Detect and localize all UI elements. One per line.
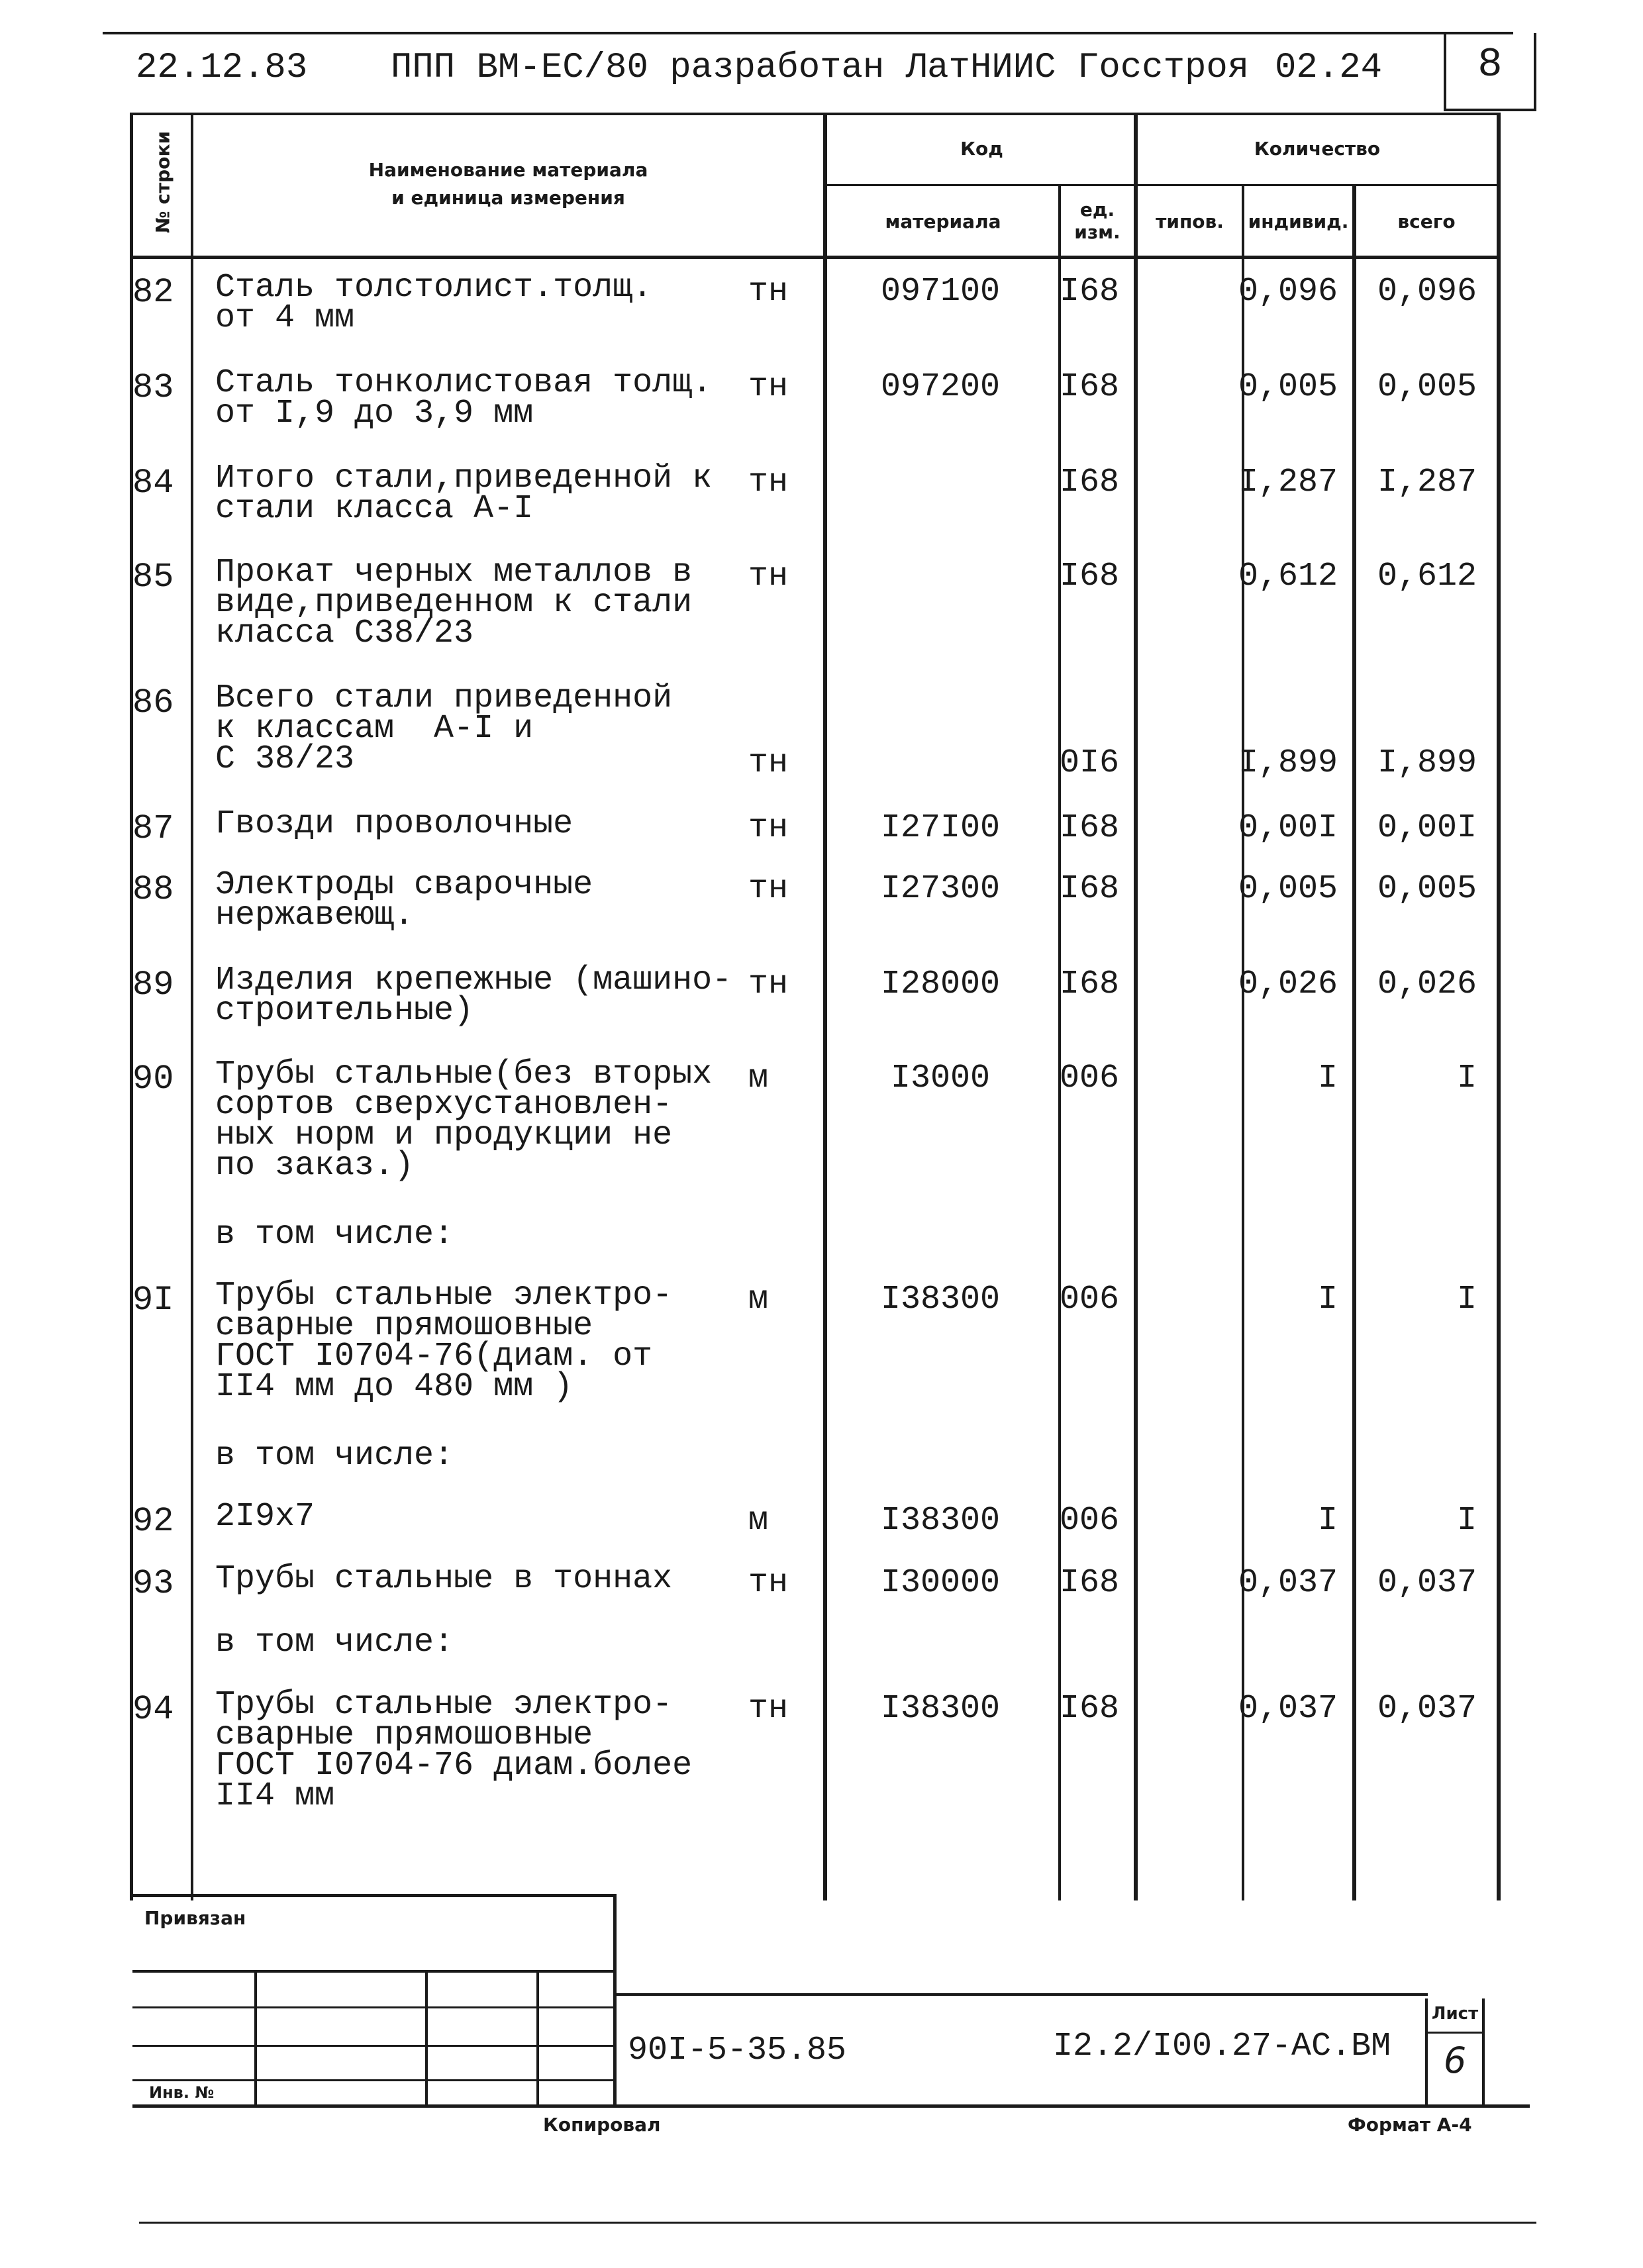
list-number: 6 <box>1443 2040 1467 2081</box>
row-individ: I,287 <box>1238 464 1338 501</box>
row-name: 2I9х7 <box>215 1498 315 1536</box>
row-individ: 0,612 <box>1238 558 1338 595</box>
row-name: Изделия крепежные (машино- строительные) <box>215 961 732 1030</box>
row-name: Всего стали приведенной к классам А-I и С 38/23 <box>215 679 673 778</box>
row-name: Трубы стальные электро- сварные прямошовные ГОСТ I0704-76 диам.более II4 мм <box>215 1686 693 1815</box>
row-number: 92 <box>132 1502 174 1541</box>
row-individ: 0,096 <box>1238 273 1338 311</box>
row-unit-code: I68 <box>1060 273 1120 311</box>
row-number: 85 <box>132 558 174 597</box>
row-material-code: I38300 <box>880 1690 1001 1728</box>
row-unit: тн <box>748 870 789 908</box>
row-vsego: 0,037 <box>1377 1564 1477 1602</box>
row-individ: 0,037 <box>1238 1564 1338 1602</box>
stamp-right-border <box>613 1894 617 2106</box>
row-unit: тн <box>748 1690 789 1728</box>
material-header: материала <box>885 211 1001 232</box>
row-vsego: I <box>1456 1281 1477 1318</box>
row-individ: 0,005 <box>1238 368 1338 406</box>
stamp-rule-2 <box>132 2006 616 2008</box>
row-unit: тн <box>748 744 789 782</box>
name-column-header-line2: и единица измерения <box>391 187 625 209</box>
row-material-code: I28000 <box>880 965 1001 1003</box>
col-divider-rowno <box>191 113 193 1900</box>
row-name: Сталь толстолист.толщ. от 4 мм <box>215 269 653 337</box>
row-number: 84 <box>132 464 174 503</box>
row-material-code: 097200 <box>880 368 1001 406</box>
row-material-code: I38300 <box>880 1281 1001 1318</box>
stamp-divider-3 <box>536 1970 539 2106</box>
row-number: 86 <box>132 683 174 722</box>
row-number: 89 <box>132 965 174 1005</box>
row-individ: I <box>1317 1060 1338 1097</box>
header-title: ППП ВМ-ЕС/80 разработан ЛатНИИС Госстроя <box>391 48 1250 88</box>
row-material-code: 097100 <box>880 273 1001 311</box>
row-vsego: I <box>1456 1060 1477 1097</box>
vsego-header: всего <box>1397 211 1456 232</box>
row-number: 94 <box>132 1690 174 1729</box>
kopiroval-label: Копировал <box>543 2114 661 2136</box>
row-vsego: 0,612 <box>1377 558 1477 595</box>
row-number-header: № строки <box>152 130 174 234</box>
row-vsego: I,899 <box>1377 744 1477 782</box>
row-name: Сталь тонколистовая толщ. от I,9 до 3,9 мм <box>215 364 713 432</box>
row-name: Электроды сварочные нержавеющ. <box>215 866 593 934</box>
row-subheading: в том числе: <box>215 1624 454 1661</box>
row-vsego: 0,00I <box>1377 809 1477 847</box>
row-unit-code: I68 <box>1060 809 1120 847</box>
row-individ: I <box>1317 1502 1338 1540</box>
header-bottom-rule <box>130 256 1501 259</box>
row-unit: тн <box>748 464 789 501</box>
row-unit-code: 0I6 <box>1060 744 1120 782</box>
row-unit: м <box>748 1281 769 1318</box>
stamp-rule-3 <box>132 2045 616 2047</box>
row-unit-code: I68 <box>1060 464 1120 501</box>
sheet-number: 8 <box>1477 41 1503 88</box>
row-material-code: I3000 <box>890 1060 991 1097</box>
list-box-divider <box>1425 2032 1485 2034</box>
row-material-code: I30000 <box>880 1564 1001 1602</box>
row-name: Трубы стальные электро- сварные прямошовные ГОСТ I0704-76(диам. от II4 мм до 480 мм ) <box>215 1277 673 1406</box>
stamp-rule-1 <box>132 1970 616 1973</box>
ed-header-line2: изм. <box>1074 221 1120 243</box>
row-name: Трубы стальные(без вторых сортов сверхустановлен- ных норм и продукции не по заказ.) <box>215 1056 713 1185</box>
row-vsego: I <box>1456 1502 1477 1540</box>
row-individ: 0,00I <box>1238 809 1338 847</box>
row-subheading: в том числе: <box>215 1216 454 1254</box>
row-unit-code: 006 <box>1060 1060 1120 1097</box>
row-unit: тн <box>748 273 789 311</box>
top-rule <box>103 32 1513 34</box>
row-unit: тн <box>748 965 789 1003</box>
stamp-rule-4 <box>132 2079 616 2081</box>
row-number: 82 <box>132 273 174 312</box>
stamp-divider-1 <box>254 1970 257 2106</box>
row-unit-code: 006 <box>1060 1281 1120 1318</box>
header-date: 22.12.83 <box>136 48 308 88</box>
row-unit-code: I68 <box>1060 368 1120 406</box>
row-unit: м <box>748 1060 769 1097</box>
row-individ: 0,037 <box>1238 1690 1338 1728</box>
kod-header: Код <box>960 138 1003 160</box>
inventory-number-label: Инв. № <box>149 2083 215 2102</box>
row-number: 88 <box>132 870 174 909</box>
row-name: Трубы стальные в тоннах <box>215 1560 673 1598</box>
col-divider-tipov <box>1242 185 1244 1900</box>
row-unit-code: I68 <box>1060 558 1120 595</box>
col-divider-ed <box>1134 113 1138 1900</box>
col-divider-individ <box>1352 185 1356 1900</box>
name-column-header-line1: Наименование материала <box>368 159 648 181</box>
header-code: 02.24 <box>1275 48 1383 88</box>
privyazan-label: Привязан <box>144 1907 246 1929</box>
row-individ: I,899 <box>1238 744 1338 782</box>
title-block-top-rule <box>613 1993 1428 1996</box>
ed-header-line1: ед. <box>1079 199 1115 221</box>
row-vsego: I,287 <box>1377 464 1477 501</box>
row-unit-code: I68 <box>1060 1564 1120 1602</box>
row-vsego: 0,005 <box>1377 870 1477 908</box>
individ-header: индивид. <box>1248 211 1349 232</box>
row-unit: тн <box>748 368 789 406</box>
row-material-code: I27300 <box>880 870 1001 908</box>
row-vsego: 0,037 <box>1377 1690 1477 1728</box>
stamp-top-rule <box>132 1894 616 1897</box>
row-name: Итого стали,приведенной к стали класса А-I <box>215 460 713 528</box>
row-individ: I <box>1317 1281 1338 1318</box>
row-individ: 0,026 <box>1238 965 1338 1003</box>
row-unit: тн <box>748 1564 789 1602</box>
format-label: Формат А-4 <box>1348 2114 1472 2136</box>
tipov-header: типов. <box>1156 211 1224 232</box>
row-vsego: 0,026 <box>1377 965 1477 1003</box>
row-name: Гвозди проволочные <box>215 805 573 843</box>
row-unit: м <box>748 1502 769 1540</box>
page-edge-rule <box>139 2222 1536 2224</box>
row-unit-code: I68 <box>1060 870 1120 908</box>
stamp-divider-2 <box>425 1970 428 2106</box>
row-unit-code: I68 <box>1060 965 1120 1003</box>
document-code: 90I-5-35.85 <box>628 2032 847 2069</box>
row-material-code: I38300 <box>880 1502 1001 1540</box>
row-name: Прокат черных металлов в виде,приведенном к стали класса С38/23 <box>215 554 693 652</box>
row-unit: тн <box>748 558 789 595</box>
row-individ: 0,005 <box>1238 870 1338 908</box>
frame-bottom-rule <box>132 2104 1530 2108</box>
row-number: 83 <box>132 368 174 407</box>
header-mid-rule <box>823 184 1499 186</box>
row-unit-code: 006 <box>1060 1502 1120 1540</box>
col-divider-name <box>823 113 827 1900</box>
row-number: 9I <box>132 1281 174 1320</box>
table-right-border <box>1497 113 1501 1900</box>
row-unit-code: I68 <box>1060 1690 1120 1728</box>
drawing-code: I2.2/I00.27-АС.ВМ <box>1053 2028 1391 2065</box>
row-material-code: I27I00 <box>880 809 1001 847</box>
row-number: 93 <box>132 1564 174 1603</box>
row-vsego: 0,096 <box>1377 273 1477 311</box>
row-number: 90 <box>132 1060 174 1099</box>
row-unit: тн <box>748 809 789 847</box>
row-subheading: в том числе: <box>215 1437 454 1475</box>
col-divider-material <box>1058 185 1061 1900</box>
list-label: Лист <box>1431 2004 1479 2024</box>
row-number: 87 <box>132 809 174 848</box>
row-vsego: 0,005 <box>1377 368 1477 406</box>
kolichestvo-header: Количество <box>1254 138 1381 160</box>
table-top-rule <box>130 113 1501 115</box>
